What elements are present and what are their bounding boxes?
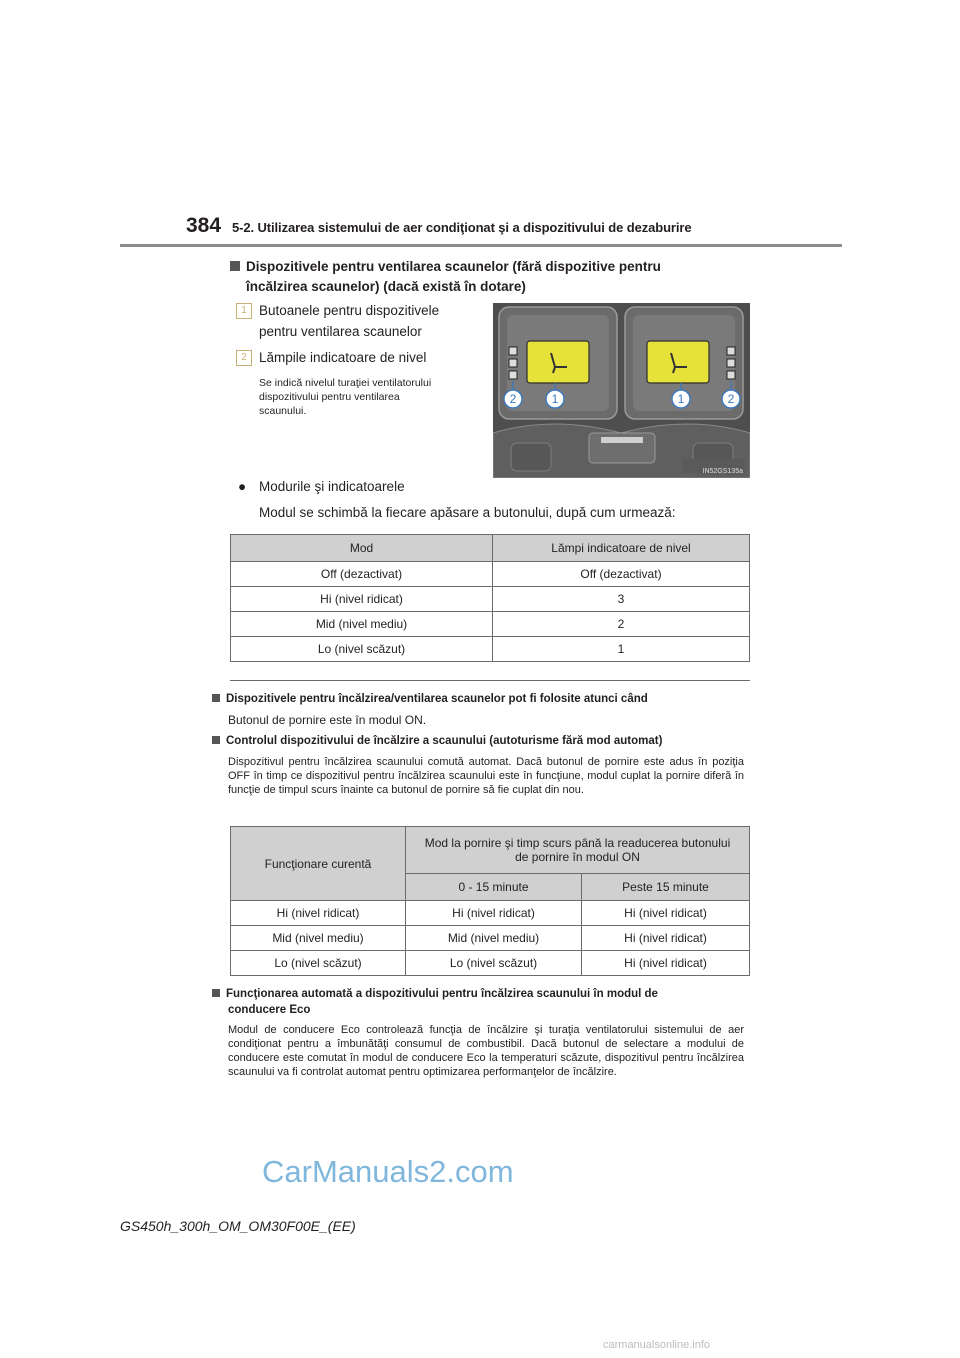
page-number: 384 (186, 214, 222, 237)
seat-ventilation-figure (493, 303, 750, 478)
table-cell: Hi (nivel ridicat) (231, 901, 406, 926)
section-heading-line1: Dispozitivele pentru ventilarea scaunelor (fără dispozitive pentru (246, 259, 661, 274)
table-header: Lămpi indicatoare de nivel (493, 535, 750, 562)
figure-label-2-right: 2 (727, 392, 735, 406)
callout-2-description: Se indică nivelul turaţiei ventilatorului dispozitivului pentru ventilarea scaunului. (259, 377, 432, 417)
figure-label-2-left: 2 (509, 392, 517, 406)
table-subheader: 0 - 15 minute (406, 874, 582, 901)
table-header-row (231, 535, 750, 562)
notes-divider (230, 680, 750, 681)
square-bullet-icon (212, 694, 220, 702)
note-3-body: Modul de conducere Eco controlează funcţia de încălzire şi turaţia ventilatorului sistemului de aer condiţionat pentru a îmbunătăţi consumul de combustibil. Dacă butonul de selectare a modului de conducere este comutat în modul de conducere Eco la temperaturi scăzute, dispozitivul pentru încălzirea scaunului va fi controlat automat pentru optimizarea performanţelor de încălzire. (228, 1024, 744, 1078)
figure-label-1-right: 1 (677, 392, 685, 406)
table-cell: Hi (nivel ridicat) (406, 901, 582, 926)
table-row (231, 612, 750, 637)
table-cell: Hi (nivel ridicat) (231, 587, 493, 612)
figure-code: IN52GS135a (702, 468, 743, 475)
table-cell: Lo (nivel scăzut) (406, 951, 582, 976)
table-row (231, 587, 750, 612)
table-cell: Hi (nivel ridicat) (582, 926, 750, 951)
table-cell: Mid (nivel mediu) (231, 612, 493, 637)
square-bullet-icon (212, 989, 220, 997)
modes-table (230, 534, 750, 662)
table-row (231, 901, 750, 926)
table-header: Mod (231, 535, 493, 562)
square-bullet-icon (212, 736, 220, 744)
figure-label-1-left: 1 (551, 392, 559, 406)
note-2-title: Controlul dispozitivului de încălzire a scaunului (autoturisme fără mod automat) (212, 733, 662, 749)
table-cell: Hi (nivel ridicat) (582, 901, 750, 926)
table-header-current-operation: Funcţionare curentă (231, 827, 406, 901)
section-heading-line2: încălzirea scaunelor) (dacă există în dotare) (246, 279, 526, 294)
note-1-title: Dispozitivele pentru încălzirea/ventilarea scaunelor pot fi folosite atunci când (212, 691, 648, 707)
table-cell: Off (dezactivat) (493, 562, 750, 587)
header-divider (120, 244, 842, 247)
table-cell: 1 (493, 637, 750, 662)
table-cell: Mid (nivel mediu) (231, 926, 406, 951)
manual-code: GS450h_300h_OM_OM30F00E_(EE) (120, 1218, 356, 1234)
table-row (231, 926, 750, 951)
callout-2-label: Lămpile indicatoare de nivel (259, 350, 427, 365)
callout-1-label: Butoanele pentru dispozitivele pentru ventilarea scaunelor (259, 303, 440, 339)
table-cell: Off (dezactivat) (231, 562, 493, 587)
table-cell: Mid (nivel mediu) (406, 926, 582, 951)
startup-mode-table (230, 826, 750, 976)
table-header-startup-mode: Mod la pornire şi timp scurs până la readucerea butonului de pornire în modul ON (406, 827, 750, 874)
watermark-carmanuals2: CarManuals2.com (262, 1154, 514, 1189)
note-1-body: Butonul de pornire este în modul ON. (228, 713, 427, 727)
callout-1-icon: 1 (236, 303, 252, 319)
table-subheader: Peste 15 minute (582, 874, 750, 901)
callout-2-icon: 2 (236, 350, 252, 366)
table-row (231, 637, 750, 662)
watermark-carmanualsonline: carmanualsonline.info (603, 1339, 711, 1351)
table-header-row (231, 827, 750, 874)
table-cell: Lo (nivel scăzut) (231, 637, 493, 662)
section-title: 5-2. Utilizarea sistemului de aer condiţionat şi a dispozitivului de dezaburire (232, 220, 692, 235)
table-row (231, 562, 750, 587)
modes-title: Modurile şi indicatoarele (259, 479, 405, 494)
table-cell: 3 (493, 587, 750, 612)
table-row (231, 951, 750, 976)
table-cell: Lo (nivel scăzut) (231, 951, 406, 976)
square-bullet-icon (230, 261, 240, 271)
modes-bullet: ● (238, 479, 247, 494)
dashboard-illustration (493, 303, 750, 478)
table-cell: 2 (493, 612, 750, 637)
note-3-title: Funcţionarea automată a dispozitivului pentru încălzirea scaunului în modul de conducere Eco (212, 986, 744, 1018)
table-cell: Hi (nivel ridicat) (582, 951, 750, 976)
note-2-body: Dispozitivul pentru încălzirea scaunului comută automat. Dacă butonul de pornire este adus în poziţia OFF în timp ce dispozitivul pentru încălzirea scaunului este în funcţiune, modul cuplat la pornire diferă în funcţie de timpul scurs înainte ca butonul de pornire să fie cuplat din nou. (228, 756, 744, 796)
modes-text: Modul se schimbă la fiecare apăsare a butonului, după cum urmează: (259, 505, 676, 520)
section-heading (230, 257, 661, 297)
